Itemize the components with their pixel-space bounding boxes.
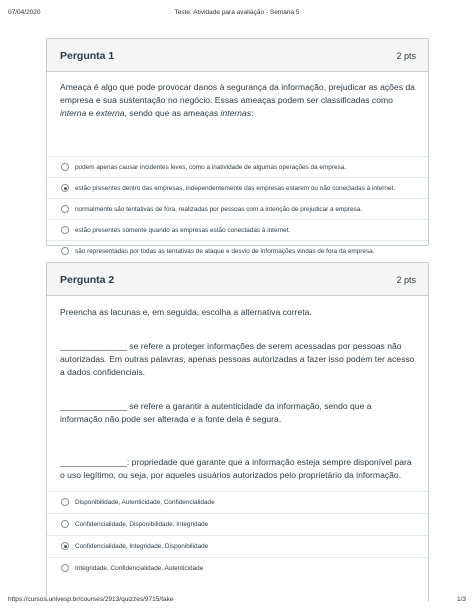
answer-label: estão presentes dentro das empresas, independentemente das empresas estarem ou não conectadas à internet. [75, 185, 396, 192]
question-text-part: e [86, 108, 96, 118]
radio-button[interactable] [61, 498, 69, 506]
answer-option[interactable] [47, 240, 428, 261]
question-text-part: : [251, 108, 254, 118]
answer-label: Disponibilidade, Autenticidade, Confidencialidade [75, 499, 215, 506]
question-title: Pergunta 2 [60, 274, 115, 286]
answer-option[interactable] [47, 513, 428, 535]
radio-button[interactable] [61, 184, 69, 192]
question-points: 2 pts [396, 275, 416, 285]
answer-option[interactable] [47, 156, 428, 177]
answer-label: estão presentes somente quando as empresas estão conectadas à internet. [75, 227, 291, 234]
radio-button[interactable] [61, 226, 69, 234]
answer-option[interactable] [47, 198, 428, 219]
radio-button[interactable] [61, 163, 69, 171]
question-text-part: Ameaça é algo que pode provocar danos à segurança da informação, prejudicar as ações da empresa e sua sustentação no negócio. Essas ameaças podem ser classificadas como [60, 82, 415, 105]
question-text-emphasis: externa [95, 108, 125, 118]
question-text-emphasis: interna [60, 108, 87, 118]
radio-button[interactable] [61, 205, 69, 213]
question-text-part: , sendo que as ameaças [124, 108, 221, 118]
question-1 [46, 38, 429, 255]
question-paragraph: ______________ se refere a garantir a autenticidade da informação, sendo que a informação não pode ser alterada e a fonte dela é segura. [60, 401, 372, 424]
answer-label: podem apenas causar incidentes leves, como a inatividade de algumas operações da empresa. [75, 164, 347, 171]
radio-button[interactable] [61, 542, 69, 550]
question-2 [46, 262, 429, 602]
answer-label: normalmente são tentativas de fora, realizadas por pessoas com a intenção de prejudicar a empresa. [75, 206, 363, 213]
answer-option[interactable] [47, 219, 428, 240]
print-url: https://cursos.univesp.br/courses/2913/quizzes/9715/take [8, 596, 174, 603]
answer-list [47, 491, 428, 579]
radio-button[interactable] [61, 247, 69, 255]
answer-label: são representadas por todas as tentativas de ataque e desvio de informações vindas de fora da empresa. [75, 248, 375, 255]
page-number: 1/3 [456, 596, 466, 603]
question-intro: Preencha as lacunas e, em seguida, escolha a alternativa correta. [60, 307, 312, 317]
print-header [8, 9, 466, 19]
answer-option[interactable] [47, 491, 428, 513]
print-page-title: Teste: Atividade para avaliação - Semana 5 [174, 9, 300, 16]
answer-option[interactable] [47, 177, 428, 198]
question-title: Pergunta 1 [60, 50, 115, 62]
question-text [47, 81, 428, 120]
question-paragraph: ______________ se refere a proteger informações de serem acessadas por pessoas não autorizadas. Em outras palavras, apenas pessoas autorizadas a fazer isso podem ter acesso a dados confidenciais. [60, 341, 415, 377]
question-paragraph: ______________: propriedade que garante que a informação esteja sempre disponível para o uso legítimo, ou seja, por aqueles usuários autorizados pelo proprietário da informação. [60, 457, 412, 480]
answer-label: Confidencialidade, Disponibilidade, Integridade [75, 521, 209, 528]
answer-label: Integridade, Confidencialidade, Autenticidade [75, 565, 204, 572]
print-footer [8, 596, 466, 606]
question-header [47, 263, 428, 296]
answer-option[interactable] [47, 557, 428, 579]
answer-label: Confidencialidade, Integridade, Disponibilidade [75, 543, 209, 550]
answer-list [47, 156, 428, 261]
question-points: 2 pts [396, 51, 416, 61]
answer-option[interactable] [47, 535, 428, 557]
question-header [47, 39, 428, 72]
question-text-emphasis: internas [220, 108, 252, 118]
radio-button[interactable] [61, 520, 69, 528]
print-date: 07/04/2020 [8, 9, 41, 16]
radio-button[interactable] [61, 564, 69, 572]
